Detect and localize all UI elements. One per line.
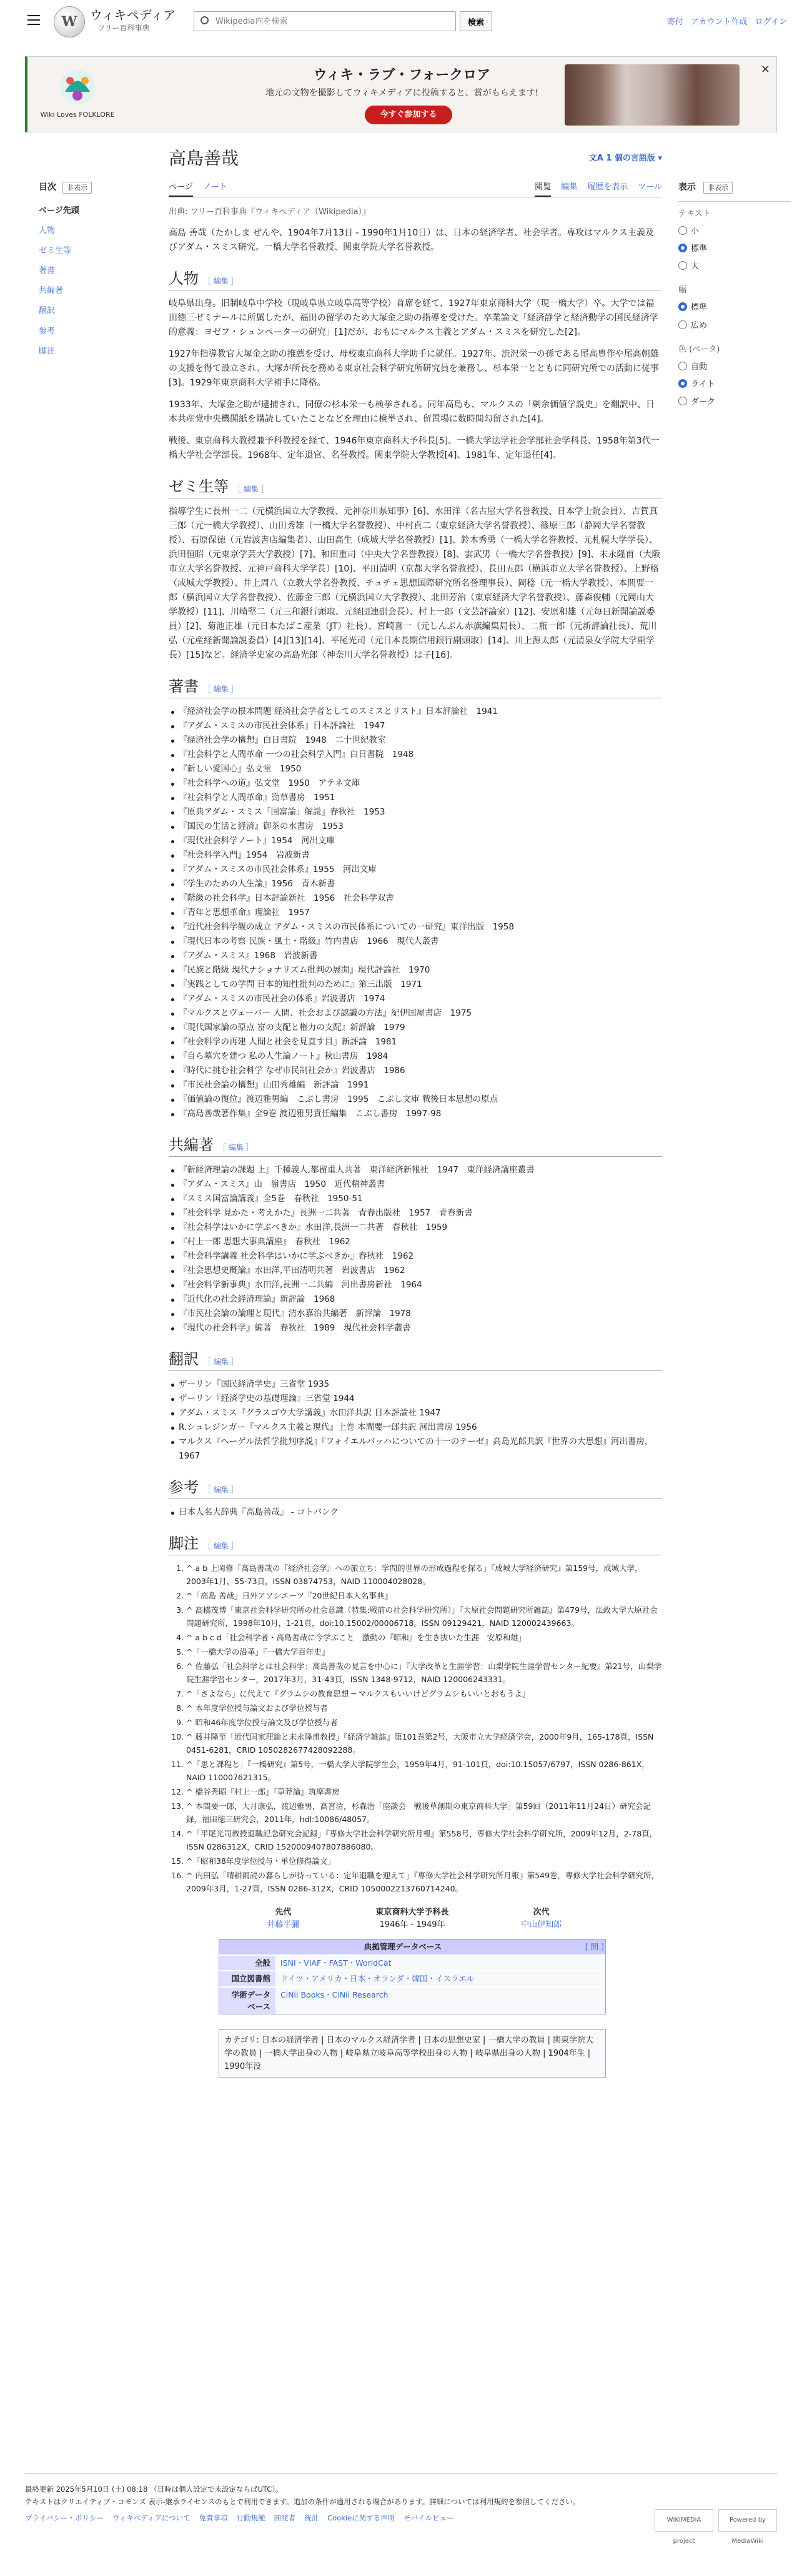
footnote-item: 3. ^ 高橋茂博「東京社会科学研究所の社会意識（特集:戦前の社会科学研究所）」『大原社会問題研究所雑誌』第479号，法政大学大原社会問題研究所，1998年10月，1-21頁，doi:10.15002/00006718。ISSN 09129421，NAID 120002439663。 <box>186 1603 662 1630</box>
paragraph: 1927年指導教官大塚金之助の推薦を受け、母校東京商科大学助手に就任。1927年、渋沢栄一の孫である尾高豊作や尾高朝雄の支援を得て設立され、大塚が所長を務める東京社会科学研究所研究員を兼務し、杉本栄一とともに同研究所での活動に従事[3]。1929年東京商科大学補手に降格。 <box>169 349 659 389</box>
page-title: 高島善哉 <box>169 148 239 169</box>
coedited-item: 『村上一郎 思想大事典講座』 春秋社 1962 <box>169 1235 662 1249</box>
coedited-item: 『社会科学講義 社会科学はいかに学ぶべきか』春秋社 1962 <box>169 1249 662 1264</box>
table-of-contents <box>39 181 139 358</box>
text-large-radio[interactable]: 大 <box>678 260 791 273</box>
wikimedia-badge[interactable]: WIKIMEDIA project <box>655 2509 713 2532</box>
footnote-item: 8. ^ 本年度学位授与論文および学位授与者 <box>186 1702 662 1715</box>
paragraph: 指導学生に長州一二（元横浜国立大学教授、元神奈川県知事）[6]、水田洋（名古屋大学名誉教授、日本学士院会員）、吉賀真三郎（元一橋大学教授）、山田秀雄（一橋大学名誉教授）、中村貞二（東京経済大学名誉教授）、篠原三郎（静岡大学名誉教授）、石原保徳（元岩波書店編集者）、山田高生（成城大学名誉教授）[1]、鈴木秀勇（一橋大学名誉教授、元札幌大学学長）、浜田恒昭（元東京学芸大学教授）[7]、和田重司（中央大学名誉教授）[8]、雲武男（一橋大学名誉教授）[9]、末永隆甫（大阪市立大学名誉教授、元神戸商科大学学長）[10]、平田清明（京都大学名誉教授）、長田五郎（横浜市立大学名誉教授）、上野格（成城大学教授）、井上周八（立教大学名誉教授、チュチェ思想国際研究所名誉理事長）、岡稔（元一橋大学教授）、本間要一郎（横浜国立大学名誉教授）、佐藤金三郎（元横浜国立大学教授）、北田芳治（東京経済大学名誉教授）、藤森俊輔（元岡山大学教授）[11]、川崎堅二（元三和銀行頭取、元経団連副会長）、村上一郎（文芸評論家）[12]、安原和雄（元毎日新聞論説委員）[2]、菊池正雄（元日本たばこ産業（JT）社長）、宮崎喜一（元しんぶん赤旗編集局長）、二瓶一郎（元新評論社長）、荒川弘（元産経新聞論説委員）[4][13][14]、平尾光司（元日本長期信用銀行副頭取）[14]、川上源太郎（元清泉女学院大学副学長）[15]など。経済学史家の高島光郎（神奈川大学名誉教授）は子[16]。 <box>169 507 661 661</box>
book-item: 『原典アダム・スミス「国富論」解説』春秋社 1953 <box>169 805 662 820</box>
toc-item[interactable]: 著書 <box>39 266 56 276</box>
page-tabs <box>169 176 662 197</box>
banner-photo <box>565 64 740 126</box>
translation-item: ザーリン『経済学史の基礎理論』三省堂 1944 <box>169 1392 662 1406</box>
footnote-item: 11. ^「思と課程と」『一橋研究』第5号，一橋大学大学院学生会，1959年4月，91-101頁，doi:10.15057/6797，ISSN 0286-861X，NAID 110007621315。 <box>186 1758 662 1784</box>
section-heading: ゼミ生等 ［ 編集 ］ <box>169 477 662 498</box>
edit-link[interactable]: ［ 編集 ］ <box>234 485 269 494</box>
book-item: 『時代に挑む社会科学 なぜ市民制社会か』岩波書店 1986 <box>169 1064 662 1078</box>
coedited-item: 『市民社会論の論理と現代』清水嘉治共編著 新評論 1978 <box>169 1307 662 1321</box>
footnote-item: 15. ^「昭和38年度学位授与・単位修得論文」 <box>186 1855 662 1868</box>
section-heading: 共編著 ［ 編集 ］ <box>169 1135 662 1157</box>
book-item: 『現代日本の考察 民族・風土・階級』竹内書店 1966 現代人叢書 <box>169 934 662 949</box>
category-box[interactable]: カテゴリ: 日本の経済学者 | 日本のマルクス経済学者 | 日本の思想史家 | 一橋大学の教員 | 関東学院大学の教員 | 一橋大学出身の人物 | 岐阜県立岐阜高等学校出身の人物 | 岐阜県出身の人物 | 1904年生 | 1990年没 <box>219 2029 606 2078</box>
license-notice: テキストはクリエイティブ・コモンズ 表示-継承ライセンスのもとで利用できます。追加の条件が適用される場合があります。詳細については利用規約を参照してください。 <box>25 2497 580 2506</box>
coedited-item: 『新経済理論の課題 上』千種義人,都留重人共著 東洋経済新報社 1947 東洋経済講座叢書 <box>169 1163 662 1177</box>
coedited-item: 『スミス国富論講義』全5巻 春秋社 1950-51 <box>169 1192 662 1206</box>
last-modified: 最終更新 2025年5月10日 (土) 08:18 （日時は個人設定で未設定ならばUTC）。 <box>25 2485 283 2494</box>
footnote-item: 6. ^ 佐藤弘「社会科学とは社会科学：高島善哉の見言を中心に」『大学改革と生涯学習：山梨学院生涯学習センター紀要』第21号，山梨学院生涯学習センター，2017年3月，31-43頁，ISSN 1348-9712，NAID 120006243331。 <box>186 1660 662 1686</box>
footnote-item: 13. ^ 本間要一郎，大月康弘，渡辺雅男，高宮清，杉森浩「座談会 戦後草創期の東京商科大学」第59回（2011年11月24日）研究会記録，福田徳三研究会，2011年，hdl:10086/48057。 <box>186 1800 662 1826</box>
footer-link[interactable]: 免責事項 <box>199 2514 228 2522</box>
authority-links[interactable]: CiNii Books・CiNii Research <box>275 1988 605 2014</box>
succession-box: 先代 井藤半彌 東京商科大学予科長 1946年 - 1949年 次代 中山伊知郎 <box>219 1906 606 1931</box>
coedited-list <box>169 1163 662 1335</box>
book-item: 『価値論の復位』渡辺雅男編 こぶし書房 1995 こぶし文庫 戦後日本思想の原点 <box>169 1092 662 1107</box>
create-account-link[interactable]: アカウント作成 <box>690 17 748 27</box>
authority-edit-link[interactable]: [ 閲 ] <box>585 1942 604 1952</box>
book-item: 『階級の社会科学』日本評論新社 1956 社会科学双書 <box>169 891 662 906</box>
section-heading: 著書 ［ 編集 ］ <box>169 676 662 698</box>
tab-tools[interactable]: ツール <box>638 182 662 192</box>
footnote-item: 16. ^ 内田弘「晴耕雨読の暮らしが待っている：定年退職を迎えて」『専修大学社会科学研究所月報』第549巻，専修大学社会科学研究所，2009年3月，1-27頁，ISSN 0286-312X，CRID 1050002213760714240。 <box>186 1869 662 1895</box>
coedited-item: 『近代化の社会経済理論』新評論 1968 <box>169 1292 662 1307</box>
toc-item[interactable]: ページ先頭 <box>39 206 79 215</box>
reference-list <box>169 1505 662 1520</box>
toc-hide-button[interactable]: 非表示 <box>62 182 92 194</box>
toc-title: 目次 <box>39 182 56 192</box>
campaign-banner <box>25 56 777 132</box>
section-heading: 人物 ［ 編集 ］ <box>169 269 662 290</box>
book-item: 『近代社会科学観の成立 アダム・スミスの市民体系についての一研究』東洋出版 1958 <box>169 920 662 934</box>
authority-links[interactable]: ISNI・VIAF・FAST・WorldCat <box>275 1956 605 1970</box>
appearance-title: 表示 <box>678 182 696 192</box>
footnote-item: 10. ^ 藤井隆至「近代国家理論と末永隆甫教授」『経済学雑誌』第101巻第2号，大阪市立大学経済学会，2000年9月，165-178頁，ISSN 0451-6281，CRID 1050282677428092288。 <box>186 1730 662 1756</box>
translation-item: アダム・スミス『グラスゴウ大学講義』水田洋共訳 日本評論社 1947 <box>169 1406 662 1420</box>
footnote-item: 14. ^「平尾光司教授退職記念研究会記録」『専修大学社会科学研究所月報』第558号，専修大学社会科学研究所，2009年12月，2-78頁，ISSN 0286312X，CRID 1520009407807886080。 <box>186 1827 662 1853</box>
main-menu-icon[interactable] <box>27 15 40 25</box>
tab-page[interactable]: ページ <box>169 182 193 197</box>
toc-item[interactable]: 翻訳 <box>39 306 56 316</box>
book-item: 『アダム・スミスの市民社会体系』日本評論社 1947 <box>169 719 662 733</box>
search-box[interactable] <box>194 11 456 31</box>
book-item: 『社会科学への道』弘文堂 1950 アテネ文庫 <box>169 776 662 791</box>
text-standard-radio[interactable]: 標準 <box>678 243 791 255</box>
section-heading: 参考 ［ 編集 ］ <box>169 1477 662 1499</box>
mediawiki-badge[interactable]: Powered by MediaWiki <box>718 2509 777 2532</box>
toc-item[interactable]: 参考 <box>39 326 56 336</box>
wordmark[interactable]: ウィキペディア <box>90 7 176 22</box>
appearance-hide-button[interactable]: 非表示 <box>703 182 733 194</box>
edit-link[interactable]: ［ 編集 ］ <box>204 1542 239 1551</box>
search-button[interactable]: 検索 <box>460 11 492 31</box>
book-item: 『経済社会学の根本問題 経済社会学者としてのスミスとリスト』日本評論社 1941 <box>169 705 662 719</box>
translation-item: ザーリン『国民経済学史』三省堂 1935 <box>169 1377 662 1392</box>
close-icon[interactable]: × <box>760 62 770 76</box>
book-item: 『高島善哉著作集』全9巻 渡辺雅男責任編集 こぶし書房 1997-98 <box>169 1107 662 1121</box>
book-item: 『学生のための人生論』1956 青木新書 <box>169 877 662 891</box>
wikipedia-logo[interactable]: W <box>54 6 85 37</box>
toc-item[interactable]: 脚注 <box>39 346 56 356</box>
color-auto-radio[interactable]: 自動 <box>678 361 791 374</box>
lead-paragraph: 高島 善哉（たかしま ぜんや、1904年7月13日 - 1990年1月10日）は、日本の経済学者、社会学者。専攻はマルクス主義及びアダム・スミス研究。一橋大学名誉教授、関東学院大学名誉教授。 <box>169 228 654 253</box>
paragraph: 戦後、東京商科大教授兼予科教授を経て、1946年東京商科大予科長[5]。一橋大学法学社会学部社会学科長、1958年第3代一橋大学社会学部長。1968年、定年退官、名誉教授。関東学院大学教授[4]、1981年、定年退任[4]。 <box>169 436 660 461</box>
footnote-item: 12. ^ 橋谷秀昭『村上一郎』『草莽論』筑摩書房 <box>186 1785 662 1798</box>
toc-item[interactable]: 共編著 <box>39 286 64 296</box>
book-item: 『マルクスとヴェーバー 人間、社会および認識の方法』紀伊国屋書店 1975 <box>169 1006 662 1021</box>
search-input[interactable] <box>215 14 447 28</box>
book-item: 『アダム・スミスの市民社会体系』1955 河出文庫 <box>169 863 662 877</box>
translation-item: マルクス『ヘーゲル法哲学批判序説』『フォイエルバッハについての十一のテーゼ』高島光郎共訳『世界の大思想』河出書房，1967 <box>169 1435 662 1464</box>
book-item: 『新しい愛国心』弘文堂 1950 <box>169 762 662 776</box>
banner-join-button[interactable]: 今すぐ参加する <box>365 106 452 124</box>
footer-link[interactable]: Cookieに関する声明 <box>327 2514 395 2522</box>
login-link[interactable]: ログイン <box>755 17 787 27</box>
page-footer <box>25 2474 777 2545</box>
coedited-item: 『社会科学 見かた・考えかた』長洲一二共著 青春出版社 1957 青春新書 <box>169 1206 662 1221</box>
authority-control: 典拠管理データベース [ 閲 ] 全般 ISNI・VIAF・FAST・WorldCat 国立図書館 ドイツ・アメリカ・日本・オランダ・韓国・イスラエル 学術データベース CiNii Books・CiNii Research <box>219 1939 606 2014</box>
footer-link[interactable]: プライバシー・ポリシー <box>25 2514 104 2522</box>
footer-link[interactable]: モバイルビュー <box>403 2514 454 2522</box>
coedited-item: 『社会思想史概論』水田洋,平田清明共著 岩波書店 1962 <box>169 1264 662 1278</box>
tab-talk[interactable]: ノート <box>202 182 227 192</box>
color-light-radio[interactable]: ライト <box>678 379 791 391</box>
edit-link[interactable]: ［ 編集 ］ <box>204 685 239 694</box>
book-item: 『実践としての学問 日本的知性批判のために』第三出版 1971 <box>169 978 662 992</box>
banner-title: ウィキ・ラブ・フォークロア <box>313 67 491 83</box>
book-item: 『社会科学の再建 人間と社会を見直す目』新評論 1981 <box>169 1035 662 1049</box>
footnote-item: 5. ^「一橋大学の沿革」『一橋大学百年史』 <box>186 1645 662 1658</box>
tab-read[interactable]: 閲覧 <box>535 182 551 197</box>
translation-item: R.シュレジンガー『マルクス主義と現代』上巻 本間要一郎共訳 河出書房 1956 <box>169 1420 662 1435</box>
book-item: 『アダム・スミスの市民社会の体系』岩波書店 1974 <box>169 992 662 1006</box>
footnote-item: 4. ^ a b c d「社会科学者・高島善哉に今学ぶこと 激動の『昭和』を生き抜いた生涯 安原和雄」 <box>186 1631 662 1644</box>
section-heading: 翻訳 ［ 編集 ］ <box>169 1349 662 1371</box>
paragraph: 1933年、大塚金之助が逮捕され、同僚の杉本栄一も検挙される。同年高島も、マルクスの「剰余価値学説史」を翻訳中、日本共産党中央機関紙を購読していたことなどを理由に検挙され、留置場に数時間勾留された[4]。 <box>169 400 655 425</box>
book-item: 『社会科学と人間革命 一つの社会科学入門』白日書院 1948 <box>169 748 662 762</box>
book-item: 『民族と階級 現代ナショナリズム批判の展開』現代評論社 1970 <box>169 963 662 978</box>
width-wide-radio[interactable]: 広め <box>678 320 791 332</box>
banner-logo-caption: Wiki Loves FOLKLORE <box>40 111 115 119</box>
book-item: 『経済社会学の構想』白日書院 1948 二十世紀教室 <box>169 733 662 748</box>
footer-link[interactable]: 開発者 <box>274 2514 296 2522</box>
next-holder-link[interactable]: 中山伊知郎 <box>521 1920 562 1930</box>
section-heading: 脚注 ［ 編集 ］ <box>169 1533 662 1555</box>
reference-item: 日本人名大辞典『高島善哉』 - コトバンク <box>169 1505 662 1520</box>
language-button[interactable]: 文A 1 個の言語版 ▾ <box>588 154 662 163</box>
footer-link[interactable]: 統計 <box>304 2514 319 2522</box>
authority-links[interactable]: ドイツ・アメリカ・日本・オランダ・韓国・イスラエル <box>275 1971 605 1986</box>
coedited-item: 『現代の社会科学』編著 春秋社 1989 現代社会科学叢書 <box>169 1321 662 1335</box>
coedited-item: 『社会科学はいかに学ぶべきか』水田洋,長洲一二共著 春秋社 1959 <box>169 1221 662 1235</box>
book-list <box>169 705 662 1121</box>
color-label: 色 (ベータ) <box>678 344 720 354</box>
toc-item[interactable]: ゼミ生等 <box>39 245 72 255</box>
site-header <box>0 0 802 46</box>
text-size-label: テキスト <box>678 209 711 219</box>
text-small-radio[interactable]: 小 <box>678 225 791 238</box>
width-label: 幅 <box>678 285 687 295</box>
book-item: 『社会科学入門』1954 岩波新書 <box>169 848 662 863</box>
coedited-item: 『アダム・スミス』山 嶺書店 1950 近代精神叢書 <box>169 1177 662 1192</box>
banner-subtitle: 地元の文物を撮影してウィキメディアに投稿すると、賞がもらえます! <box>265 88 539 98</box>
footer-link[interactable]: ウィキペディアについて <box>112 2514 191 2522</box>
book-item: 『青年と思想革命』理論社 1957 <box>169 906 662 920</box>
search-icon <box>200 16 209 24</box>
donate-link[interactable]: 寄付 <box>666 17 683 27</box>
footer-link[interactable]: 行動規範 <box>236 2514 265 2522</box>
paragraph: 岐阜県出身。旧制岐阜中学校（現岐阜県立岐阜高等学校）首席を経て、1927年東京商科大学（現一橋大学）卒。大学では福田徳三ゼミナールに所属したが、福田の留学のため大塚金之助の指導を受けた。卒業論文「経済静学と経済動学の国民経済学的意義：ヨゼフ・シュンペーターの研究」[1]だが、おもにマルクス主義とアダム・スミスを研究した[2]。 <box>169 299 658 338</box>
book-item: 『国民の生活と経済』御茶の水書房 1953 <box>169 820 662 834</box>
book-item: 『市民社会論の構想』山田秀雄編 新評論 1991 <box>169 1078 662 1092</box>
edit-link[interactable]: ［ 編集 ］ <box>204 1357 239 1367</box>
book-item: 『社会科学と人間革命』勁草書房 1951 <box>169 791 662 805</box>
color-dark-radio[interactable]: ダーク <box>678 396 791 409</box>
book-item: 『自ら墓穴を建つ 私の人生論ノート』秋山書房 1984 <box>169 1049 662 1064</box>
book-item: 『アダム・スミス』1968 岩波新書 <box>169 949 662 963</box>
edit-link[interactable]: ［ 編集 ］ <box>204 1485 239 1495</box>
footnote-item: 1. ^ a b 上岡修「高島善哉の『経済社会学』への旅立ち：学問的世界の形成過程を探る」『成城大学経済研究』第159号，成城大学，2003年1月，55-73頁，ISSN 03874753，NAID 110004028028。 <box>186 1562 662 1588</box>
prev-holder-link[interactable]: 井藤半彌 <box>267 1920 300 1930</box>
edit-link[interactable]: ［ 編集 ］ <box>204 277 239 286</box>
footnote-item: 7. ^「さよなら」に代えて『グラムシの教育思想 ─ マルクスもいいけどグラムシもいいとおもうよ』 <box>186 1687 662 1700</box>
tab-history[interactable]: 履歴を表示 <box>587 182 628 192</box>
toc-item[interactable]: 人物 <box>39 225 56 235</box>
article <box>169 147 662 2078</box>
width-standard-radio[interactable]: 標準 <box>678 302 791 314</box>
footnote-item: 9. ^ 昭和46年度学位授与論文及び学位授与者 <box>186 1716 662 1729</box>
tab-edit[interactable]: 編集 <box>561 182 578 192</box>
footnote-list <box>169 1562 662 1895</box>
source-note: 出典: フリー百科事典『ウィキペディア（Wikipedia）』 <box>169 207 371 217</box>
coedited-item: 『社会科学新事典』水田洋,長洲一二共編 河出書房新社 1964 <box>169 1278 662 1292</box>
book-item: 『現代社会科学ノート』1954 河出文庫 <box>169 834 662 848</box>
tagline: フリー百科事典 <box>97 24 150 32</box>
book-item: 『現代国家論の原点 富の支配と権力の支配』新評論 1979 <box>169 1021 662 1035</box>
appearance-panel <box>678 181 791 409</box>
footnote-item: 2. ^「高島 善哉」日外アソシエーツ『20世紀日本人名事典』 <box>186 1589 662 1602</box>
user-links <box>660 16 787 29</box>
translation-list <box>169 1377 662 1464</box>
edit-link[interactable]: ［ 編集 ］ <box>219 1143 254 1152</box>
